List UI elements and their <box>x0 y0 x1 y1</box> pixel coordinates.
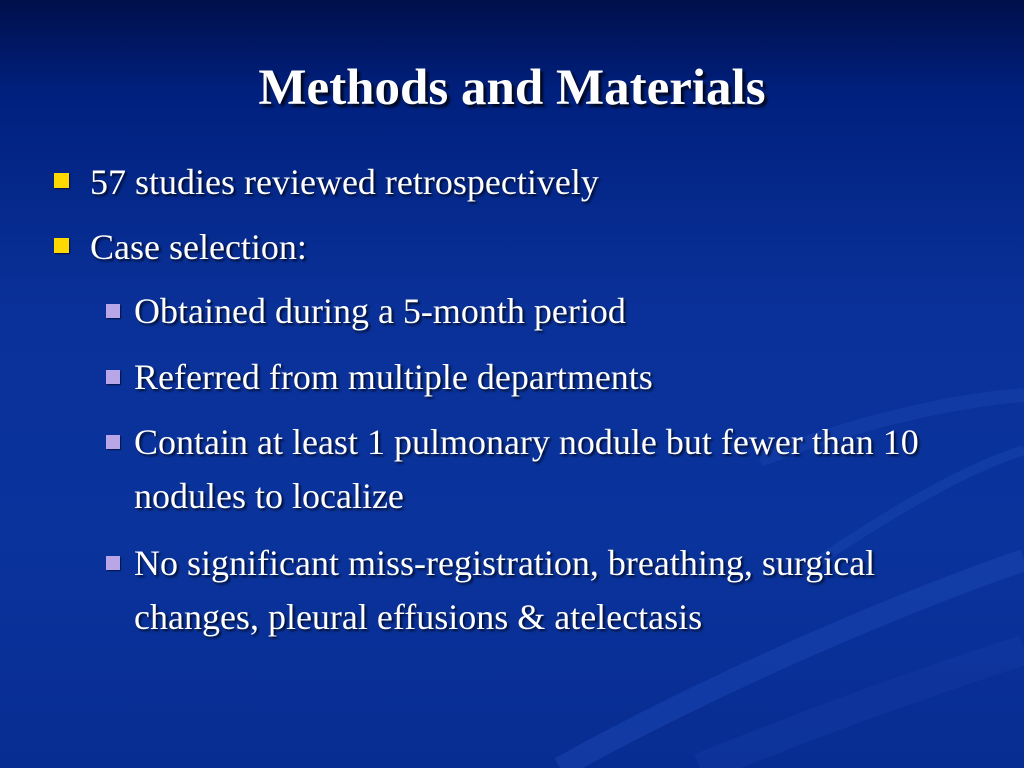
sub-bullet-item: No significant miss-registration, breathing, surgical changes, pleural effusions & atelectasis <box>134 543 876 637</box>
sub-bullet-square-icon <box>106 556 120 570</box>
bullet-square-icon <box>54 238 69 253</box>
sub-bullet-square-icon <box>106 370 120 384</box>
bullet-item: 57 studies reviewed retrospectively <box>90 162 599 202</box>
sub-bullet-item: Referred from multiple departments <box>134 357 653 397</box>
slide-title: Methods and Materials <box>258 60 766 116</box>
sub-bullet-item: Contain at least 1 pulmonary nodule but fewer than 10 nodules to localize <box>134 422 919 516</box>
bullet-item: Case selection: <box>90 227 307 267</box>
bullet-square-icon <box>54 173 69 188</box>
sub-bullet-square-icon <box>106 435 120 449</box>
sub-bullet-item: Obtained during a 5-month period <box>134 291 626 331</box>
sub-bullet-square-icon <box>106 304 120 318</box>
